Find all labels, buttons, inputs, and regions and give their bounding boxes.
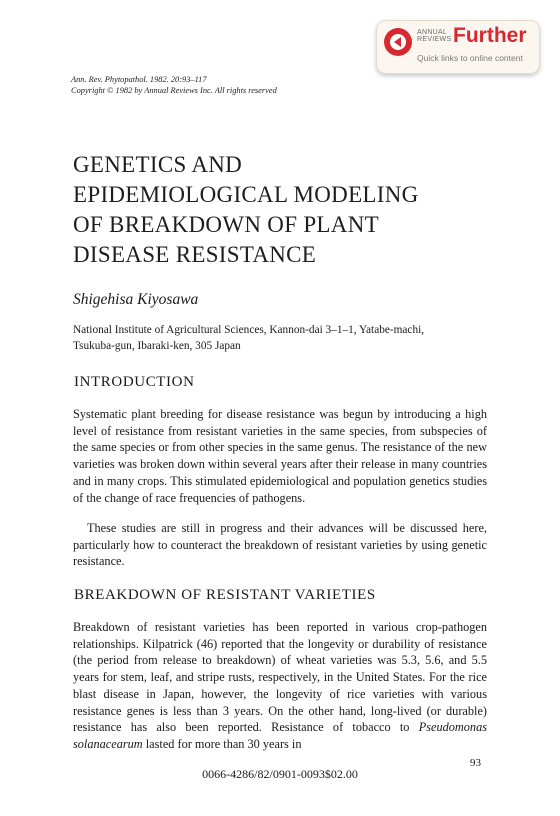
badge-subtitle: Quick links to online content [417, 53, 523, 63]
section-heading-introduction: INTRODUCTION [74, 374, 195, 390]
intro-paragraph-1: Systematic plant breeding for disease resistance was begun by introducing a high level of resistance from resistant varieties in the same species, from subspecies of the same species or from other species in the same genus. The resistance of the new varieties was broken down within several years after their release in many countries and in many crops. This stimulated epidemiological and population genetics studies of the change of race frequencies of pathogens. [73, 407, 487, 505]
author-affiliation: National Institute of Agricultural Sciences, Kannon-dai 3–1–1, Yatabe-machi, Tsukuba-gun, Ibaraki-ken, 305 Japan [73, 324, 425, 352]
copyright-line: Copyright © 1982 by Annual Reviews Inc. All rights reserved [71, 86, 277, 95]
article-title: GENETICS AND EPIDEMIOLOGICAL MODELING OF BREAKDOWN OF PLANT DISEASE RESISTANCE [73, 152, 419, 267]
annual-reviews-logo-icon [384, 28, 412, 56]
badge-further-label: Further [453, 24, 527, 47]
intro-paragraph-2: These studies are still in progress and their advances will be discussed here, particularly how to counteract the breakdown of resistant varieties by using genetic resistance. [73, 521, 487, 569]
footer-code: 0066-4286/82/0901-0093$02.00 [202, 767, 358, 781]
annual-reviews-further-badge[interactable] [376, 20, 540, 74]
page-number: 93 [470, 757, 481, 769]
section-heading-breakdown: BREAKDOWN OF RESISTANT VARIETIES [74, 587, 376, 603]
badge-brand: ANNUAL REVIEWS [417, 29, 452, 43]
breakdown-paragraph-1: Breakdown of resistant varieties has been reported in various crop-pathogen relationships. Kilpatrick (46) reported that the longevity or durability of resistance (the period from release to breakdown) of wheat varieties was 5.3, 5.6, and 5.5 years for stem, leaf, and stripe rusts, respectively, in the United States. For the rice blast disease in Japan, however, the longevity of rice varieties with various resistance genes is less than 3 years. On the other hand, long-lived (or durable) resistance has also been reported. Resistance of tobacco to Pseudomonas solanacearum lasted for more than 30 years in [73, 620, 487, 751]
author-name: Shigehisa Kiyosawa [73, 291, 199, 308]
citation-line: Ann. Rev. Phytopathol. 1982. 20:93–117 [71, 75, 207, 84]
journal-citation [71, 74, 277, 96]
